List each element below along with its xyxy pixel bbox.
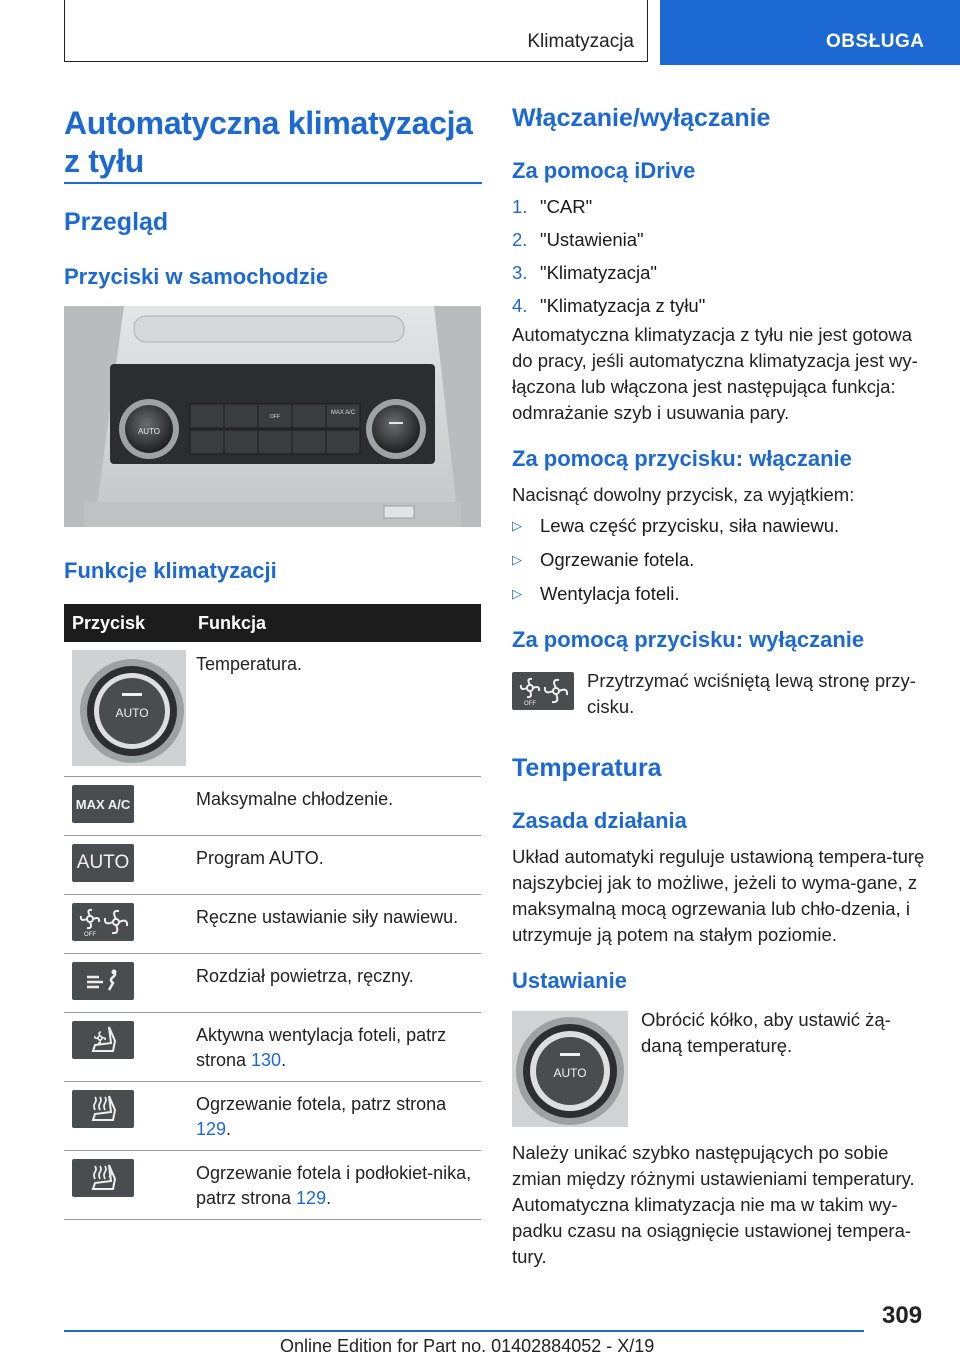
svg-text:OFF: OFF xyxy=(84,932,96,938)
table-row xyxy=(64,836,481,895)
button-on-heading: Za pomocą przycisku: włączanie xyxy=(512,446,852,471)
seat-ventilation-icon xyxy=(72,1021,134,1059)
buttons-heading: Przyciski w samochodzie xyxy=(64,264,329,289)
list-item: 2. "Ustawienia" xyxy=(512,229,644,250)
air-distribution-icon xyxy=(72,962,134,1000)
fan-speed-icon xyxy=(512,672,574,710)
setting-note: Należy unikać szybko następujących po sobie zmian między różnymi ustawieniami temperatury. Automatyczna klimatyzacja nie ma w takim wy-padku czasu na osiągnięcie ustawionej tempera-tury. xyxy=(512,1142,915,1267)
table-row xyxy=(64,642,481,777)
table-row xyxy=(64,777,481,836)
overview-heading: Przegląd xyxy=(64,208,169,236)
idrive-note: Automatyczna klimatyzacja z tyłu nie jest gotowa do pracy, jeśli automatyczna klimatyzacja jest wy-łączona lub włączona jest następująca funkcja: odmrażanie szyb i usuwania pary. xyxy=(512,324,918,423)
bullet-triangle-icon: ▷ xyxy=(512,552,522,567)
temperature-heading: Temperatura xyxy=(512,754,662,782)
seat-lumbar-heating-icon xyxy=(72,1159,134,1197)
header-section-title: Klimatyzacja xyxy=(527,31,634,52)
photo-maxac-label: MAX A/C xyxy=(330,410,356,416)
temperature-knob-icon xyxy=(512,1011,628,1127)
exceptions-list xyxy=(512,511,839,613)
svg-text:AUTO: AUTO xyxy=(553,1066,587,1080)
table-row xyxy=(64,1151,481,1220)
functions-heading: Funkcje klimatyzacji xyxy=(64,558,277,583)
running-header xyxy=(64,0,648,62)
photo-auto-label: AUTO xyxy=(137,427,161,436)
page-link[interactable]: 130 xyxy=(251,1050,282,1070)
list-item: ▷ Lewa część przycisku, siła nawiewu. xyxy=(512,511,839,545)
idrive-heading: Za pomocą iDrive xyxy=(512,158,696,183)
bullet-triangle-icon: ▷ xyxy=(512,586,522,601)
svg-text:OFF: OFF xyxy=(524,701,536,707)
setting-text: Obrócić kółko, aby ustawić żą-daną temperaturę. xyxy=(641,1009,891,1056)
photo-off-label: OFF xyxy=(270,414,280,420)
fan-speed-icon xyxy=(72,903,134,941)
list-item: ▷ Wentylacja foteli. xyxy=(512,579,839,613)
button-off-text: Przytrzymać wciśniętą lewą stronę przy-cisku. xyxy=(587,670,916,717)
principle-heading: Zasada działania xyxy=(512,808,687,833)
function-text: Ogrzewanie fotela, patrz strona 129. xyxy=(186,1082,481,1151)
knob-auto-label: AUTO xyxy=(115,706,149,720)
onoff-heading: Włączanie/wyłączanie xyxy=(512,104,771,132)
function-text: Ręczne ustawianie siły nawiewu. xyxy=(186,895,481,954)
function-text: Rozdział powietrza, ręczny. xyxy=(186,954,481,1013)
list-item: ▷ Ogrzewanie fotela. xyxy=(512,545,839,579)
functions-table xyxy=(64,604,481,1220)
max-ac-icon: MAX A/C xyxy=(72,785,134,823)
principle-text: Układ automatyki reguluje ustawioną tempera-turę najszybciej jak to możliwe, jeżeli to wyma-gane, z maksymalną mocą ogrzewania lub chło-dzenia, i utrzymuje ją potem na stałym poziomie. xyxy=(512,846,925,945)
table-row xyxy=(64,895,481,954)
table-row xyxy=(64,954,481,1013)
page-link[interactable]: 129 xyxy=(196,1119,227,1139)
col-button-header: Przycisk xyxy=(64,604,186,642)
footer-edition: Online Edition for Part no. 01402884052 - X/19 xyxy=(280,1336,655,1356)
page-number: 309 xyxy=(882,1302,923,1329)
control-panel-photo xyxy=(64,306,481,527)
table-row xyxy=(64,1013,481,1082)
page-link[interactable]: 129 xyxy=(296,1188,327,1208)
setting-heading: Ustawianie xyxy=(512,968,627,993)
function-text: Temperatura. xyxy=(186,642,481,777)
title-underline xyxy=(64,182,482,184)
temperature-knob-icon xyxy=(72,650,186,766)
bullet-triangle-icon: ▷ xyxy=(512,518,522,533)
list-item: 1. "CAR" xyxy=(512,196,593,217)
button-off-heading: Za pomocą przycisku: wyłączanie xyxy=(512,627,865,652)
list-item: 4. "Klimatyzacja z tyłu" xyxy=(512,295,706,316)
function-text: Ogrzewanie fotela i podłokiet-nika, patrz strona 129. xyxy=(186,1151,481,1220)
function-text: Aktywna wentylacja foteli, patrz strona 130. xyxy=(186,1013,481,1082)
auto-program-icon: AUTO xyxy=(72,844,134,882)
col-function-header: Funkcja xyxy=(186,604,481,642)
footer-rule xyxy=(64,1330,864,1332)
seat-heating-icon xyxy=(72,1090,134,1128)
table-row xyxy=(64,1082,481,1151)
page-title: Automatyczna klimatyzacja z tyłu xyxy=(64,105,473,179)
idrive-steps xyxy=(512,192,705,324)
button-on-intro: Nacisnąć dowolny przycisk, za wyjątkiem: xyxy=(512,484,855,505)
function-text: Program AUTO. xyxy=(186,836,481,895)
function-text: Maksymalne chłodzenie. xyxy=(186,777,481,836)
chapter-tab: OBSŁUGA xyxy=(660,0,960,65)
list-item: 3. "Klimatyzacja" xyxy=(512,262,657,283)
